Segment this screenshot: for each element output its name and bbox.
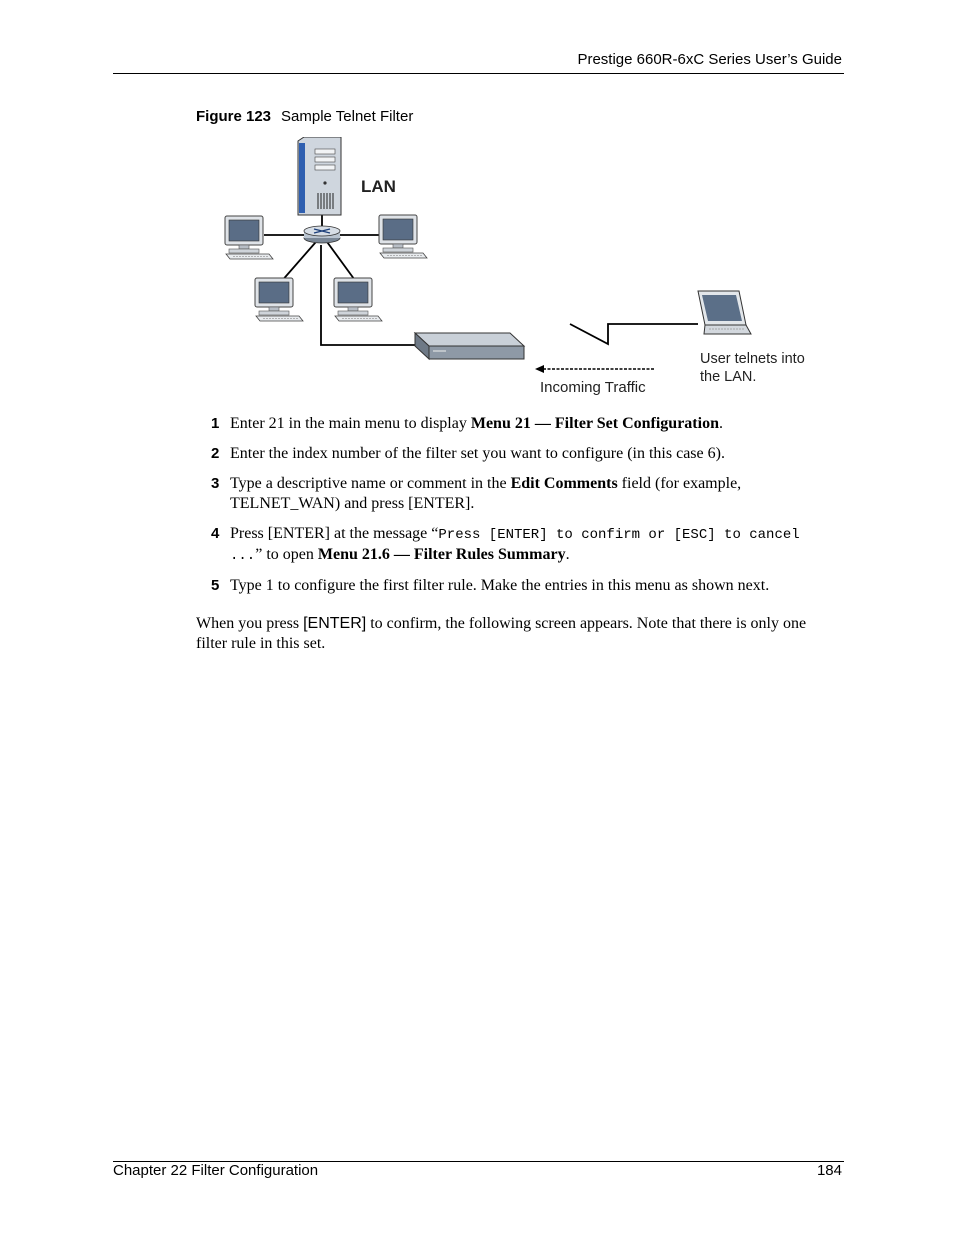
menu-name: Menu 21 — Filter Set Configuration xyxy=(470,415,719,432)
step-number: 4 xyxy=(211,525,220,542)
list-item xyxy=(211,414,831,434)
step-number: 2 xyxy=(211,445,220,462)
figure-title: Sample Telnet Filter xyxy=(281,108,414,125)
step-number: 3 xyxy=(211,475,220,492)
step-text: Enter the index number of the filter set you want to configure (in this case 6). xyxy=(230,445,725,462)
list-item xyxy=(211,576,831,596)
console-message: Press [ENTER] to confirm or [ESC] to cancel ... xyxy=(230,527,800,564)
header-rule xyxy=(113,73,844,74)
computer-icon xyxy=(225,216,273,259)
computer-icon xyxy=(255,278,303,321)
paragraph-text-end: to confirm, the following screen appears. Note that there is only one filter rule in this set. xyxy=(196,615,807,652)
step-number: 1 xyxy=(211,415,220,432)
list-item xyxy=(211,474,831,514)
user-label-line1: User telnets into xyxy=(700,351,805,367)
page-number: 184 xyxy=(816,1162,842,1179)
footer-chapter: Chapter 22 Filter Configuration xyxy=(113,1162,319,1179)
step-text: Enter 21 in the main menu to display xyxy=(230,415,471,432)
list-item xyxy=(211,444,831,464)
hub-icon xyxy=(304,226,340,243)
step-list xyxy=(211,414,831,606)
laptop-icon xyxy=(698,291,751,334)
menu-name: Menu 21.6 — Filter Rules Summary xyxy=(317,546,566,563)
step-text: Type a descriptive name or comment in the xyxy=(230,475,511,492)
lan-label: LAN xyxy=(361,177,396,196)
incoming-arrow xyxy=(535,365,654,373)
figure-label: Figure 123 xyxy=(196,108,272,125)
router-icon xyxy=(415,333,524,359)
user-label-line2: the LAN. xyxy=(700,369,757,385)
field-name: Edit Comments xyxy=(510,475,618,492)
figure-caption xyxy=(196,108,413,125)
step-text-end: . xyxy=(565,546,570,563)
step-text-end: field (for example, TELNET_WAN) and press [ENTER]. xyxy=(230,475,742,512)
body-paragraph xyxy=(196,614,836,654)
incoming-traffic-label: Incoming Traffic xyxy=(540,379,646,396)
telnet-filter-diagram xyxy=(220,137,818,397)
list-item xyxy=(211,524,831,566)
key-name: [ENTER] xyxy=(303,615,367,632)
step-text-end: . xyxy=(718,415,723,432)
step-text: Press [ENTER] at the message “ xyxy=(230,525,439,542)
computer-icon xyxy=(379,215,427,258)
header-title: Prestige 660R-6xC Series User’s Guide xyxy=(577,51,842,68)
computer-icon xyxy=(334,278,382,321)
server-icon xyxy=(298,137,341,215)
step-number: 5 xyxy=(211,577,220,594)
step-text-mid: ” to open xyxy=(255,546,318,563)
paragraph-text: When you press xyxy=(196,615,304,632)
step-text: Type 1 to configure the first filter rule. Make the entries in this menu as shown next. xyxy=(230,577,770,594)
